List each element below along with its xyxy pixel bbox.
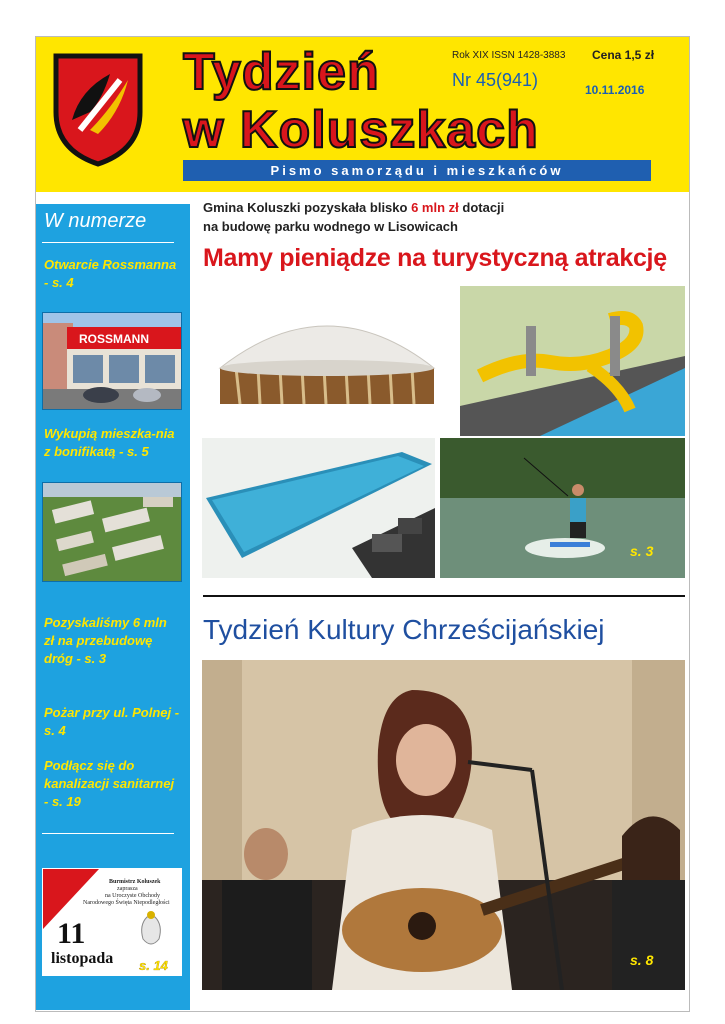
sidebar-item-kanalizacja[interactable]: Podłącz się do kanalizacji sanitarnej - s. 19 — [44, 758, 175, 809]
second-headline[interactable]: Tydzień Kultury Chrześcijańskiej — [203, 614, 605, 645]
waterslide-render-photo — [460, 286, 685, 436]
white-eagle-icon — [142, 917, 161, 944]
pool-render-photo — [202, 438, 435, 578]
poster-line2: zaprasza — [117, 886, 138, 892]
sidebar-heading: W numerze — [44, 210, 147, 232]
poster-line3: na Uroczyste Obchody — [105, 893, 160, 899]
sidebar-divider — [42, 242, 174, 243]
concert-photo — [202, 660, 685, 990]
independence-day-poster[interactable] — [42, 868, 182, 976]
wakeboard-photo — [440, 438, 685, 578]
lead-intro-c: na budowę parku wodnego w Lisowicach — [203, 219, 458, 234]
rossmann-store-photo — [42, 312, 182, 410]
masthead-subtitle: Pismo samorządu i mieszkańców — [183, 160, 651, 181]
sidebar-divider-bottom — [42, 833, 174, 834]
aerial-housing-photo — [42, 482, 182, 582]
issue-date: 10.11.2016 — [585, 83, 645, 97]
sidebar-item-drogi[interactable]: Pozyskaliśmy 6 mln zł na przebudowę dróg - s. 3 — [44, 615, 167, 666]
lead-pageref: s. 3 — [630, 543, 654, 559]
masthead-title-line1: Tydzień — [183, 43, 380, 101]
lead-intro-b: dotacji — [458, 200, 505, 215]
issue-number: Nr 45(941) — [452, 70, 539, 90]
poster-day: 11 — [57, 917, 86, 950]
sidebar-item-pozar[interactable]: Pożar przy ul. Polnej - s. 4 — [44, 705, 180, 738]
poster-month: listopada — [51, 950, 114, 967]
poster-line4: Narodowego Święta Niepodległości — [83, 900, 170, 906]
lead-intro — [203, 198, 623, 236]
price-text: Cena 1,5 zł — [592, 48, 655, 62]
rossmann-sign-text: ROSSMANN — [79, 332, 150, 346]
poster-pageref: s. 14 — [139, 958, 168, 973]
section-divider — [203, 595, 685, 597]
lead-intro-a: Gmina Koluszki pozyskała blisko — [203, 200, 412, 215]
issn-text: Rok XIX ISSN 1428-3883 — [452, 50, 566, 61]
dome-render-photo — [200, 290, 455, 428]
second-pageref: s. 8 — [630, 952, 654, 968]
coat-of-arms-icon — [50, 50, 146, 168]
sidebar-item-mieszkania[interactable]: Wykupią mieszka-nia z bonifikatą - s. 5 — [44, 426, 175, 459]
sidebar-item-rossmann[interactable]: Otwarcie Rossmanna - s. 4 — [44, 257, 177, 290]
poster-line1: Burmistrz Koluszek — [109, 879, 161, 885]
lead-intro-highlight: 6 mln zł — [411, 200, 459, 215]
lead-headline[interactable]: Mamy pieniądze na turystyczną atrakcję — [203, 244, 667, 272]
masthead-title-line2: w Koluszkach — [183, 101, 539, 159]
